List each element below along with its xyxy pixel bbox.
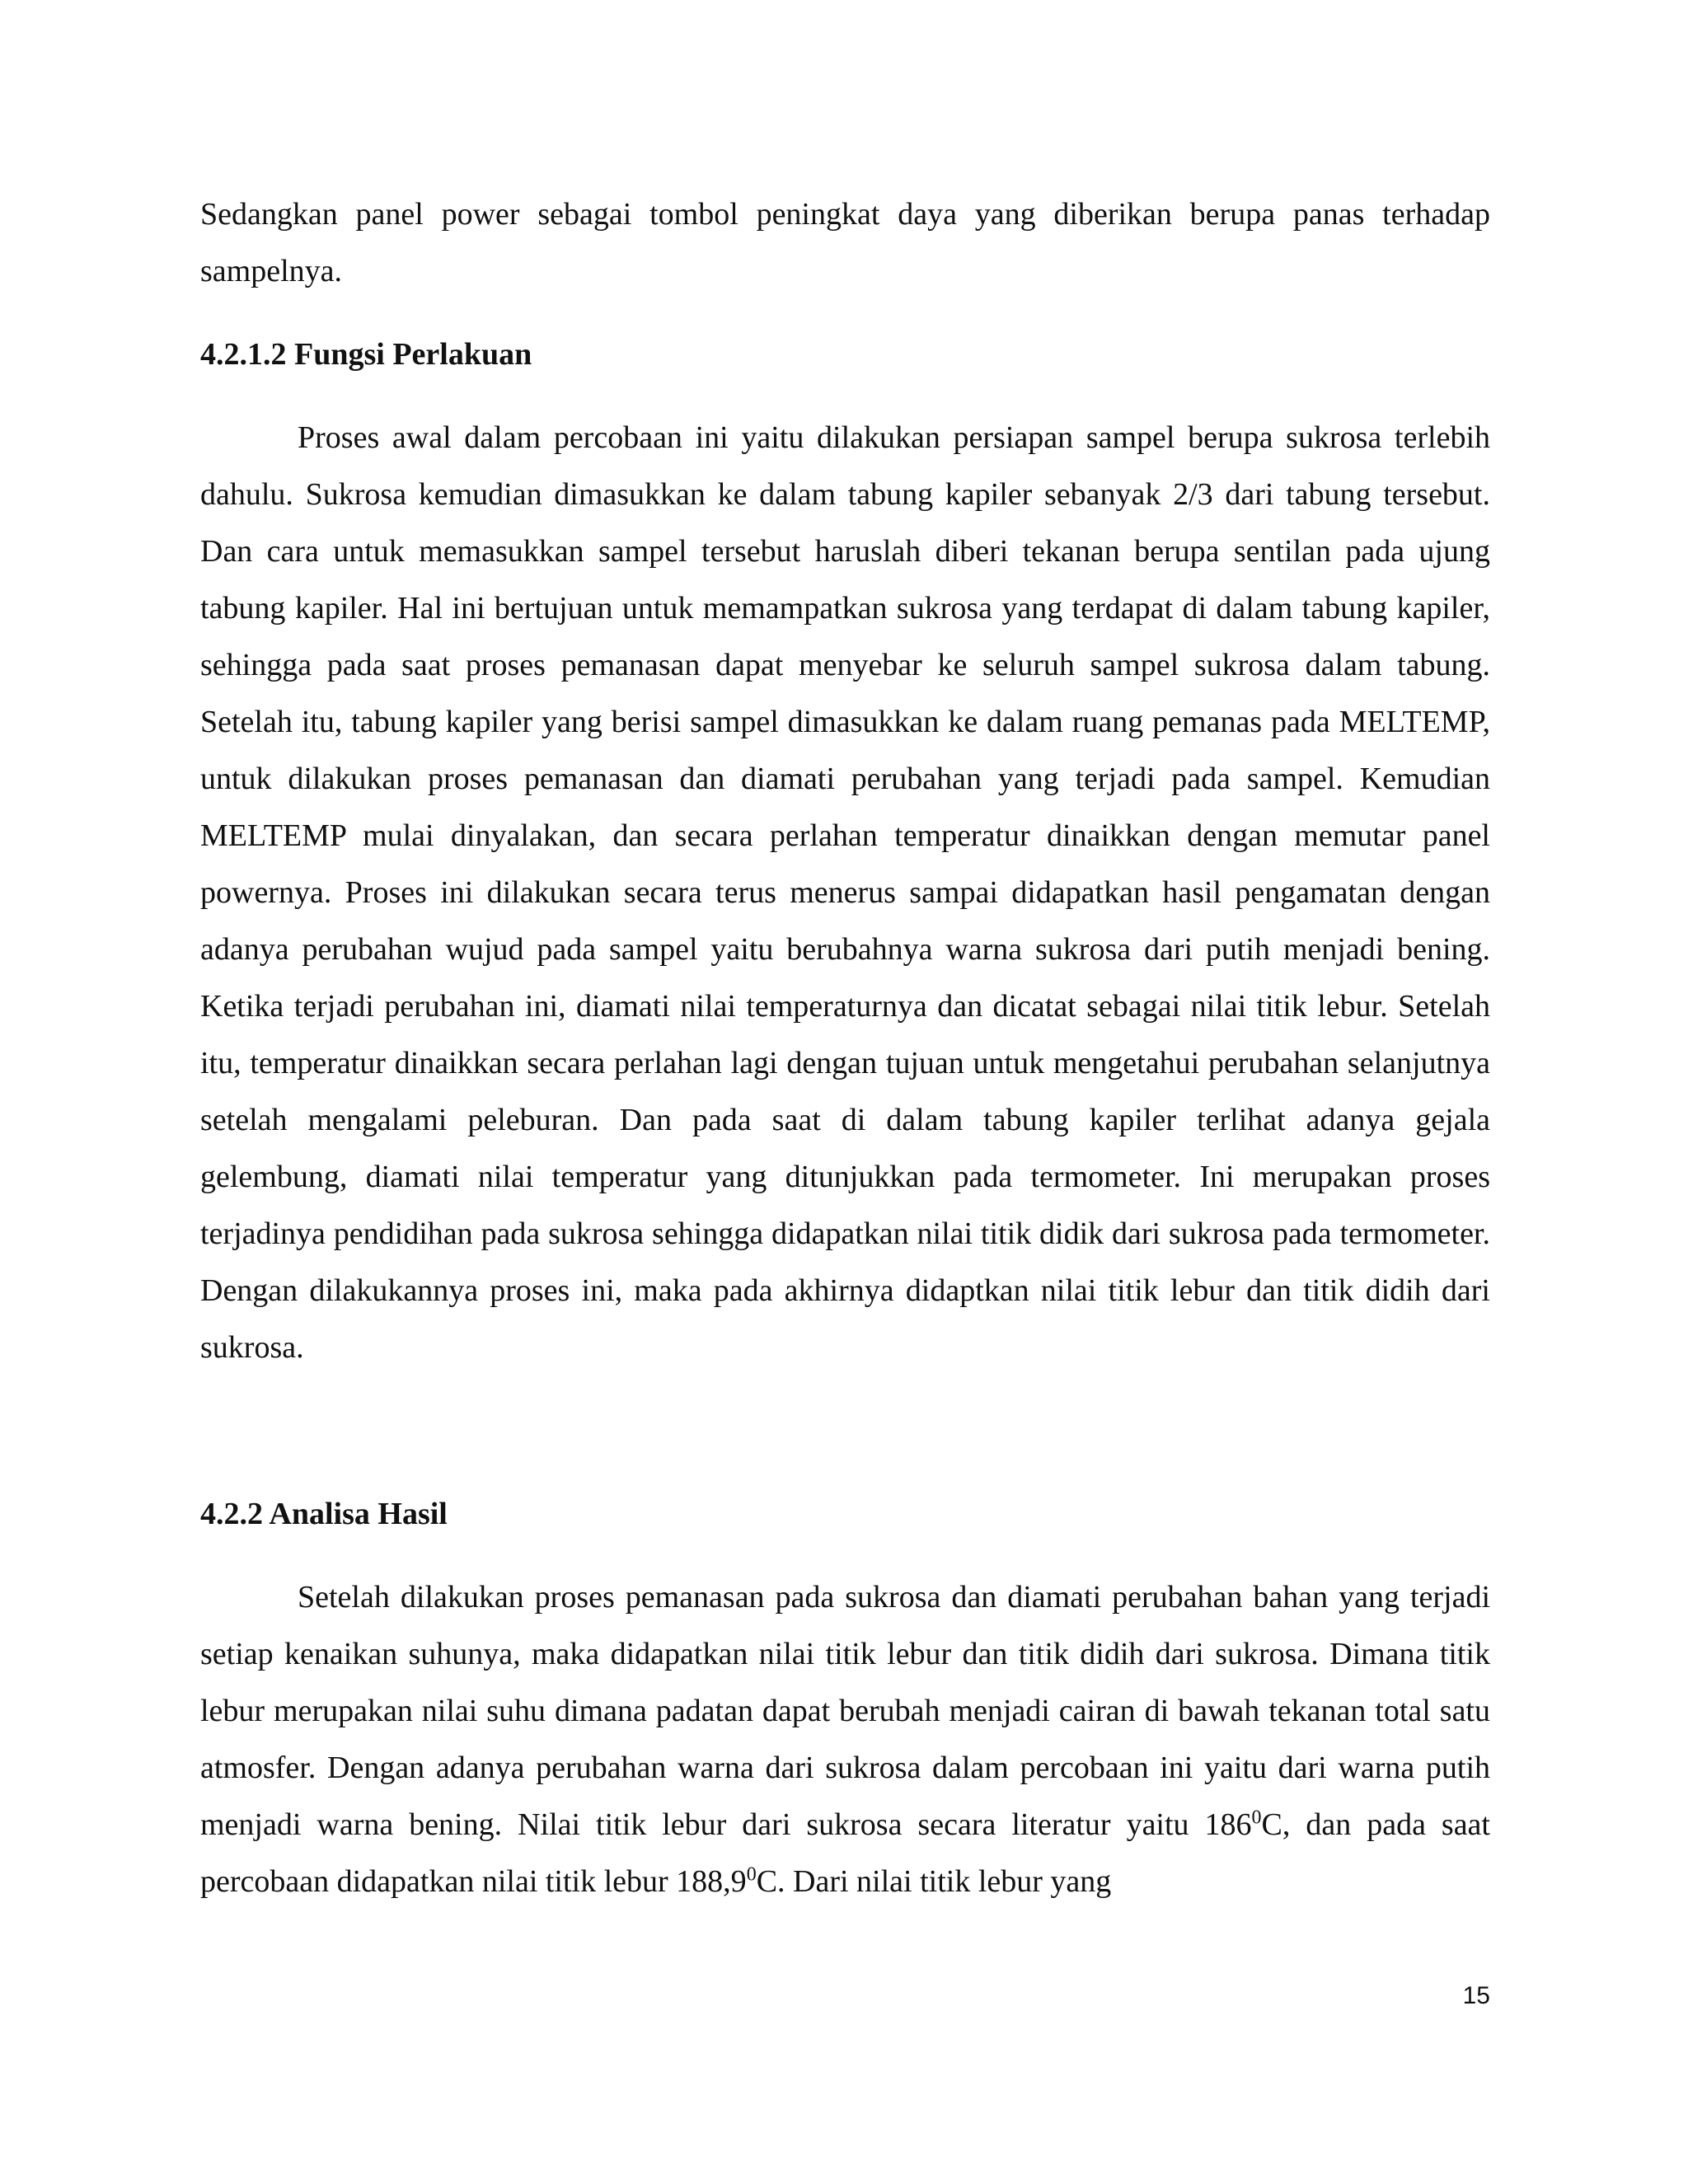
- fungsi-perlakuan-paragraph: Proses awal dalam percobaan ini yaitu dilakukan persiapan sampel berupa sukrosa terlebih dahulu. Sukrosa kemudian dimasukkan ke dalam tabung kapiler sebanyak 2/3 dari tabung tersebut. Dan cara untuk memasukkan sampel tersebut haruslah diberi tekanan berupa sentilan pada ujung tabung kapiler. Hal ini bertujuan untuk memampatkan sukrosa yang terdapat di dalam tabung kapiler, sehingga pada saat proses pemanasan dapat menyebar ke seluruh sampel sukrosa dalam tabung. Setelah itu, tabung kapiler yang berisi sampel dimasukkan ke dalam ruang pemanas pada MELTEMP, untuk dilakukan proses pemanasan dan diamati perubahan yang terjadi pada sampel. Kemudian MELTEMP mulai dinyalakan, dan secara perlahan temperatur dinaikkan dengan memutar panel powernya. Proses ini dilakukan secara terus menerus sampai didapatkan hasil pengamatan dengan adanya perubahan wujud pada sampel yaitu berubahnya warna sukrosa dari putih menjadi bening. Ketika terjadi perubahan ini, diamati nilai temperaturnya dan dicatat sebagai nilai titik lebur. Setelah itu, temperatur dinaikkan secara perlahan lagi dengan tujuan untuk mengetahui perubahan selanjutnya setelah mengalami peleburan. Dan pada saat di dalam tabung kapiler terlihat adanya gejala gelembung, diamati nilai temperatur yang ditunjukkan pada termometer. Ini merupakan proses terjadinya pendidihan pada sukrosa sehingga didapatkan nilai titik didik dari sukrosa pada termometer. Dengan dilakukannya proses ini, maka pada akhirnya didaptkan nilai titik lebur dan titik didih dari sukrosa.: [200, 420, 1490, 1365]
- section-heading-analisa-hasil: 4.2.2 Analisa Hasil: [200, 1497, 448, 1531]
- intro-paragraph: Sedangkan panel power sebagai tombol peningkat daya yang diberikan berupa panas terhadap sampelnya.: [200, 197, 1490, 288]
- page-number: 15: [1462, 1982, 1490, 2009]
- section-heading-fungsi-perlakuan: 4.2.1.2 Fungsi Perlakuan: [200, 337, 532, 372]
- analisa-hasil-text-part3: C. Dari nilai titik lebur yang: [756, 1864, 1112, 1899]
- analisa-hasil-paragraph: [200, 1569, 1490, 1910]
- degree-superscript-2: 0: [746, 1863, 757, 1886]
- page-content: [200, 186, 1490, 1910]
- degree-superscript: 0: [1251, 1807, 1262, 1829]
- analisa-hasil-text-part2: C, dan pada saat percobaan didapatkan nilai titik lebur 188,9: [200, 1807, 1490, 1899]
- analisa-hasil-text-part1: Setelah dilakukan proses pemanasan pada sukrosa dan diamati perubahan bahan yang terjadi setiap kenaikan suhunya, maka didapatkan nilai titik lebur dan titik didih dari sukrosa. Dimana titik lebur merupakan nilai suhu dimana padatan dapat berubah menjadi cairan di bawah tekanan total satu atmosfer. Dengan adanya perubahan warna dari sukrosa dalam percobaan ini yaitu dari warna putih menjadi warna bening. Nilai titik lebur dari sukrosa secara literatur yaitu 186: [200, 1580, 1490, 1842]
